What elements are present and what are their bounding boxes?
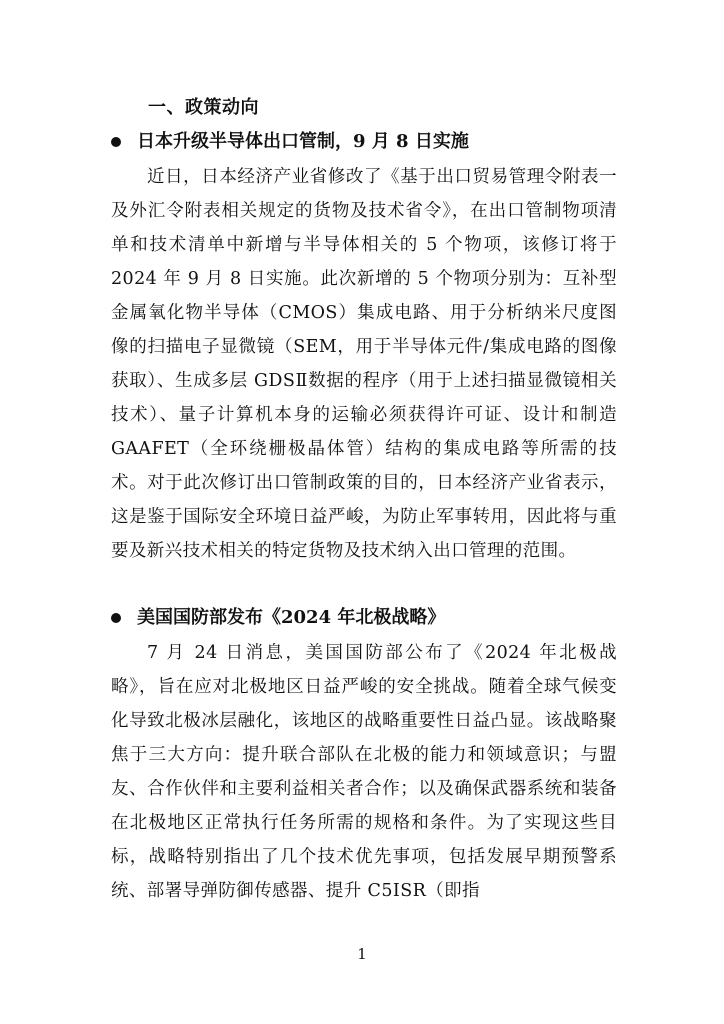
news-item-title-text: 日本升级半导体出口管制，9 月 8 日实施 <box>137 131 469 152</box>
page-number: 1 <box>357 945 367 963</box>
section-heading: 一、政策动向 <box>148 97 259 118</box>
news-item-body-japan: 近日，日本经济产业省修改了《基于出口贸易管理令附表一及外汇令附表相关规定的货物及技术省令》，在出口管制物项清单和技术清单中新增与半导体相关的 5 个物项，该修订将于 2024 年 9 月 8 日实施。此次新增的 5 个物项分别为：互补型金属氧化物半导体（CMOS）集成电路、用于分析纳米尺度图像的扫描电子显微镜（SEM，用于半导体元件/集成电路的图像获取）、生成多层 GDSⅡ数据的程序（用于上述扫描显微镜相关技术）、量子计算机本身的运输必须获得许可证、设计和制造 GAAFET（全环绕栅极晶体管）结构的集成电路等所需的技术。对于此次修订出口管制政策的目的，日本经济产业省表示，这是鉴于国际安全环境日益严峻，为防止军事转用，因此将与重要及新兴技术相关的特定货物及技术纳入出口管理的范围。 <box>111 167 617 561</box>
bullet-icon <box>111 137 121 147</box>
bullet-icon <box>111 613 121 623</box>
news-item-body-arctic: 7 月 24 日消息，美国国防部公布了《2024 年北极战略》，旨在应对北极地区日益严峻的安全挑战。随着全球气候变化导致北极冰层融化，该地区的战略重要性日益凸显。该战略聚焦于三大方向：提升联合部队在北极的能力和领域意识；与盟友、合作伙伴和主要利益相关者合作；以及确保武器系统和装备在北极地区正常执行任务所需的规格和条件。为了实现这些目标，战略特别指出了几个技术优先事项，包括发展早期预警系统、部署导弹防御传感器、提升 C5ISR（即指 <box>111 643 617 901</box>
news-item-title-arctic <box>111 604 445 632</box>
news-item-title-japan <box>111 128 469 156</box>
news-item-title-text: 美国国防部发布《2024 年北极战略》 <box>137 607 446 628</box>
